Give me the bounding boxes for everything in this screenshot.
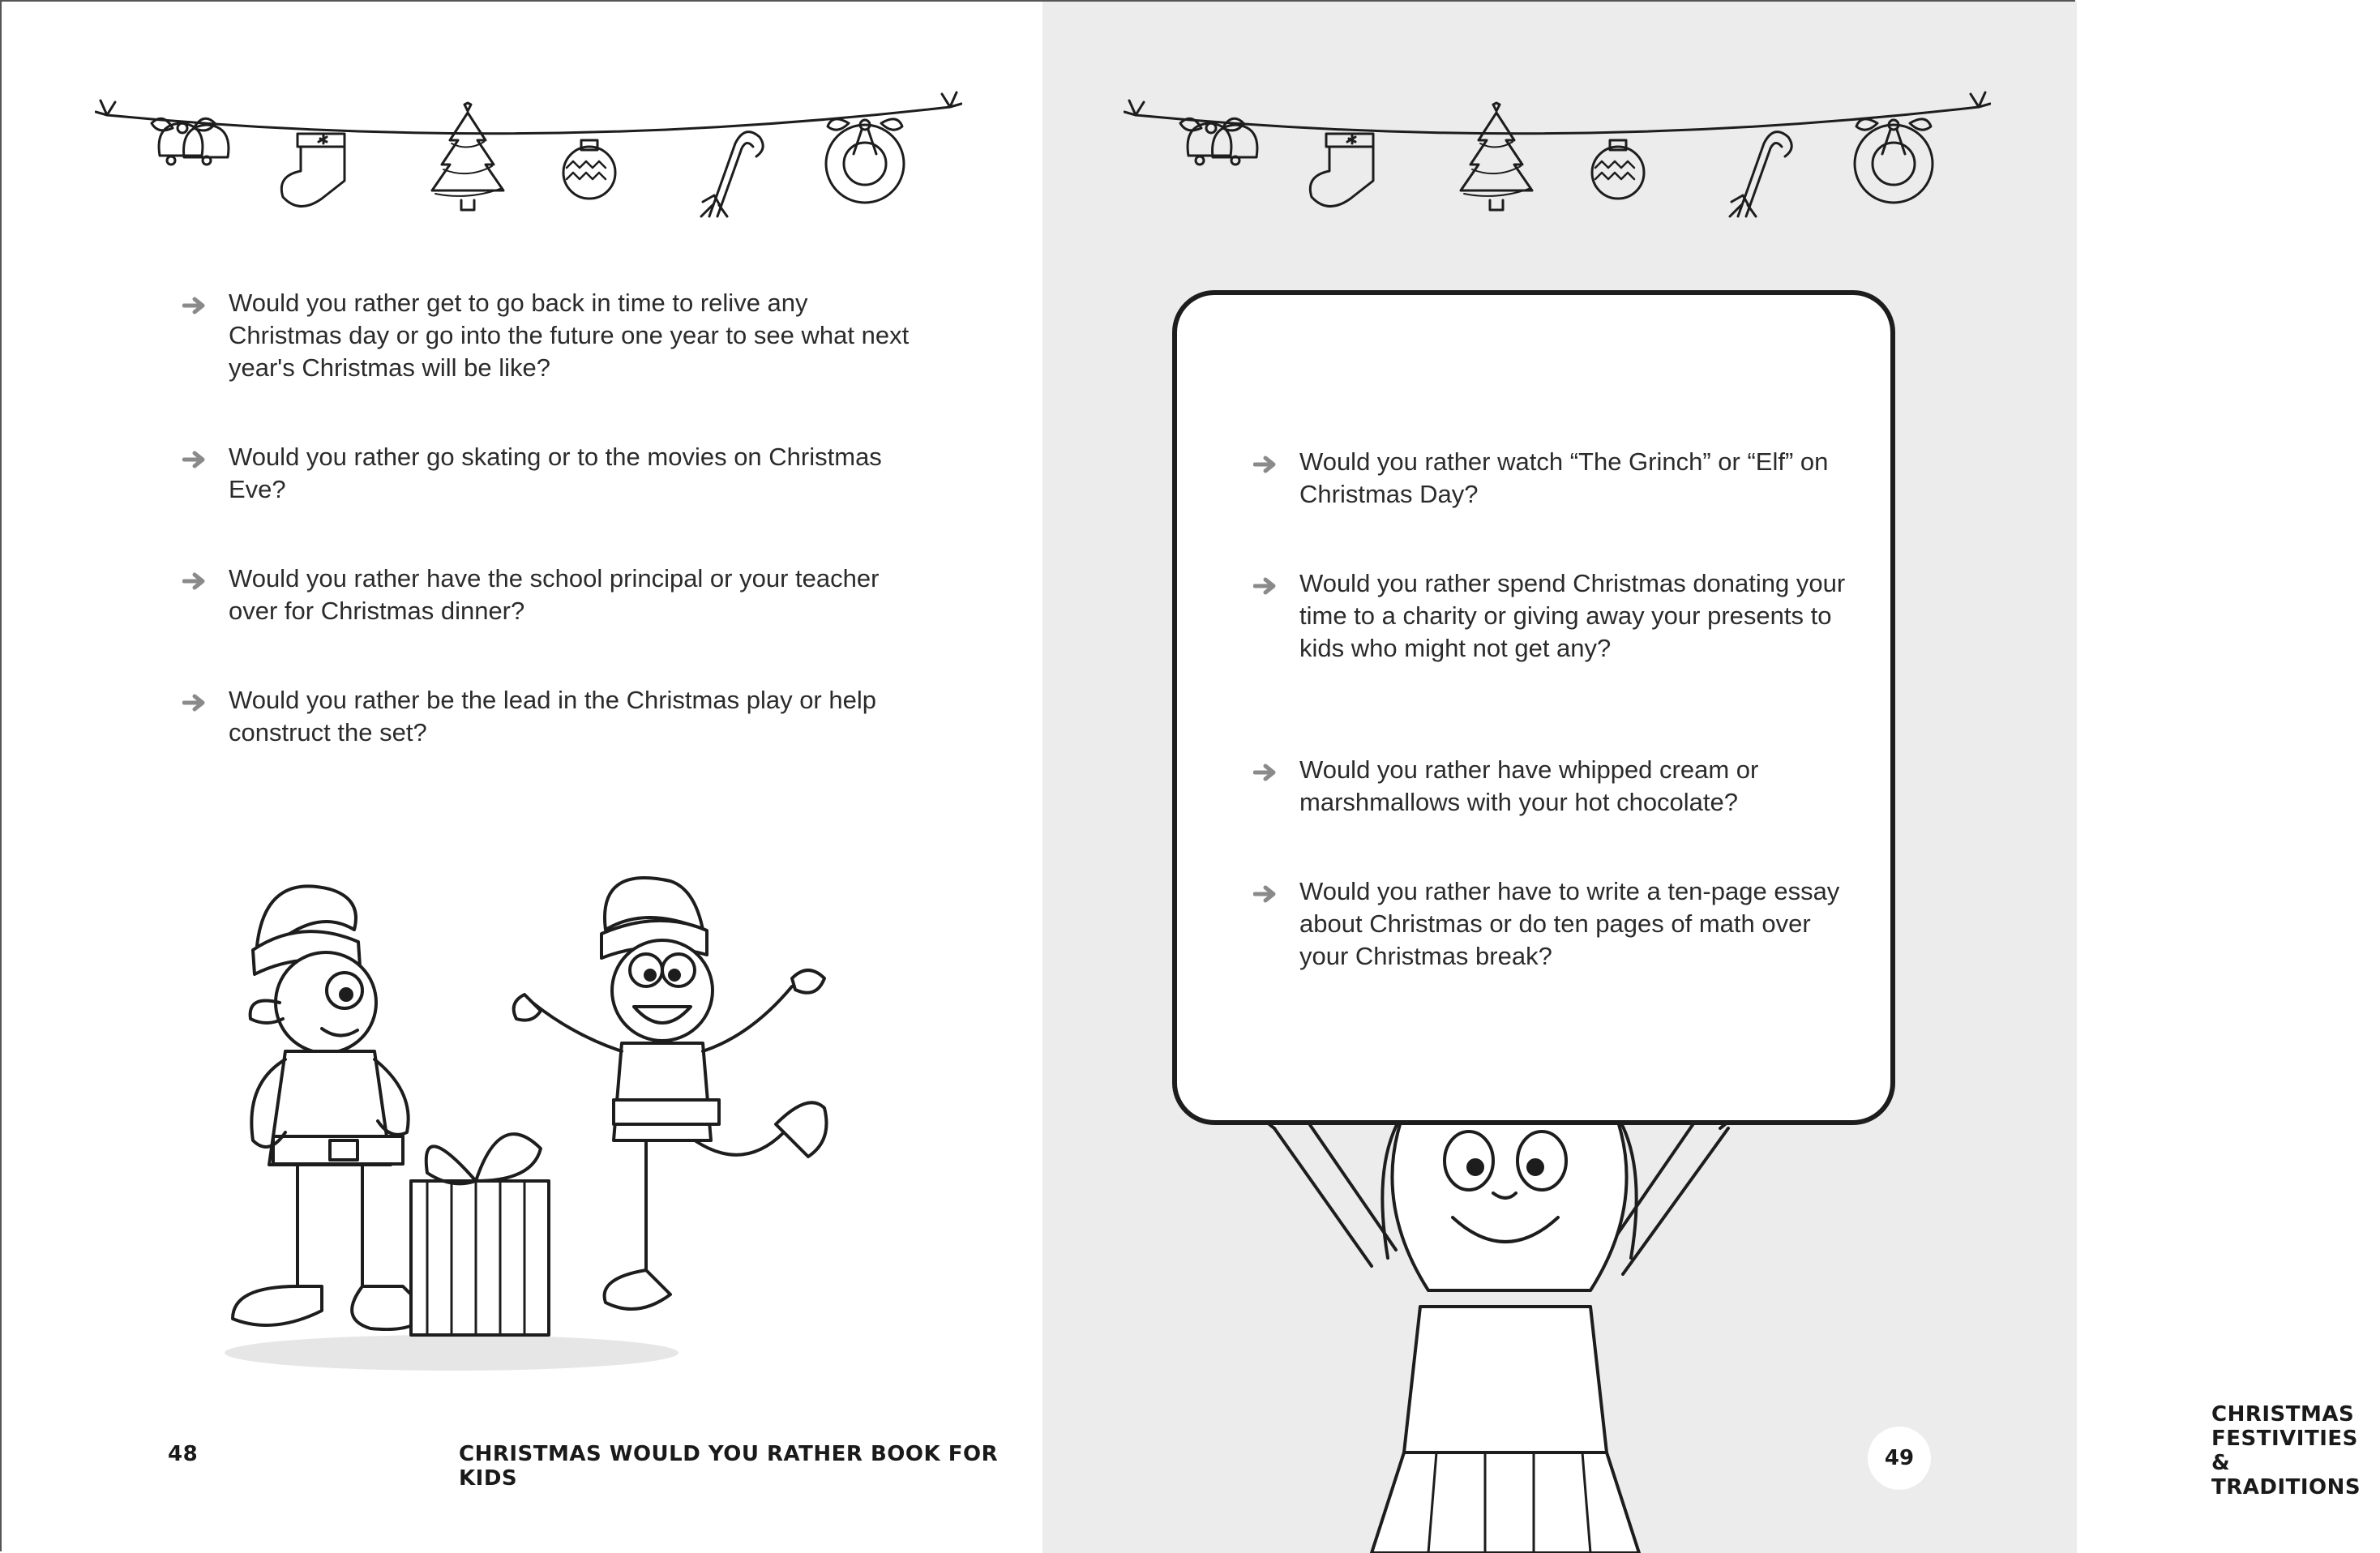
page-number: 48 [168,1442,199,1466]
question-text: Would you rather watch “The Grinch” or “Elf” on Christmas Day? [1299,447,1829,508]
list-item [1299,875,1851,973]
list-item [1299,567,1851,665]
arrow-icon [182,451,207,468]
question-text: Would you rather go skating or to the movies on Christmas Eve? [229,443,882,503]
question-text: Would you rather be the lead in the Christmas play or help construct the set? [229,686,876,747]
question-text: Would you rather spend Christmas donating your time to a charity or giving away your presents to kids who might not get any? [1299,569,1846,662]
list-item [229,563,926,627]
garland-decoration [95,79,962,241]
elves-illustration [208,857,889,1384]
question-text: Would you rather get to go back in time to relive any Christmas day or go into the future one year to see what next year's Christmas will be like? [229,289,910,382]
arrow-icon [1253,577,1278,595]
question-text: Would you rather have the school principal or your teacher over for Christmas dinner? [229,564,880,625]
garland-decoration [1124,79,1991,241]
section-label: CHRISTMAS FESTIVITIES & TRADITIONS [2192,1425,2380,1477]
arrow-icon [182,572,207,590]
left-page [2,2,1042,1553]
list-item [1299,754,1851,819]
list-item [229,684,926,749]
arrow-icon [1253,885,1278,903]
page-number: 49 [1868,1427,1931,1490]
arrow-icon [182,297,207,314]
girl-illustration [1161,1063,1858,1553]
list-item [229,287,926,384]
question-text: Would you rather have to write a ten-page essay about Christmas or do ten pages of math over your Christmas break? [1299,877,1840,970]
running-title: CHRISTMAS WOULD YOU RATHER BOOK FOR KIDS [459,1442,999,1491]
sign-board [1172,290,1895,1125]
list-item [229,441,926,506]
arrow-icon [1253,764,1278,781]
arrow-icon [182,694,207,712]
arrow-icon [1253,456,1278,473]
list-item [1299,446,1851,511]
question-text: Would you rather have whipped cream or marshmallows with your hot chocolate? [1299,755,1759,816]
